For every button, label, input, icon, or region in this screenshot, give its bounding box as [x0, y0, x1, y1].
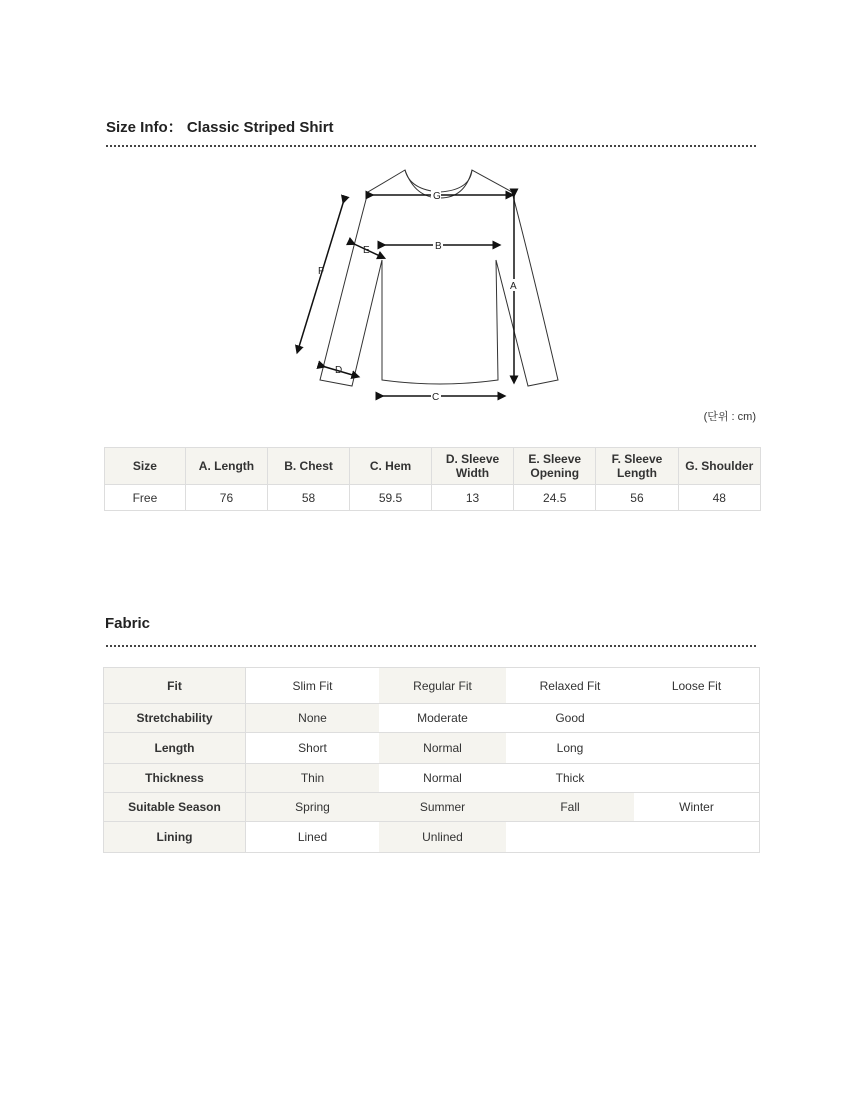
hem-cell: 59.5	[350, 485, 432, 511]
size-info-divider	[106, 145, 756, 147]
fit-option: Slim Fit	[246, 668, 380, 704]
fit-label: Fit	[104, 668, 246, 704]
fabric-row-thickness	[104, 764, 760, 793]
thickness-option: Normal	[379, 764, 506, 793]
lining-option: Lined	[246, 822, 380, 853]
sleeve-opening-header: E. Sleeve Opening	[514, 448, 596, 485]
label-F: F	[318, 266, 325, 277]
lining-option	[506, 822, 634, 853]
label-C: C	[432, 392, 440, 403]
label-G: G	[433, 191, 441, 202]
shoulder-cell: 48	[678, 485, 760, 511]
thickness-option: Thick	[506, 764, 634, 793]
sleeve-opening-cell: 24.5	[514, 485, 596, 511]
fabric-row-lining	[104, 822, 760, 853]
size-cell: Free	[105, 485, 186, 511]
fabric-row-fit	[104, 668, 760, 704]
fabric-row-season	[104, 793, 760, 822]
fit-option: Loose Fit	[634, 668, 760, 704]
thickness-option: Thin	[246, 764, 380, 793]
sleeve-length-cell: 56	[596, 485, 678, 511]
label-B: B	[435, 241, 442, 252]
lining-option: Unlined	[379, 822, 506, 853]
shirt-measurement-diagram	[290, 160, 580, 405]
table-row	[105, 485, 761, 511]
shoulder-header: G. Shoulder	[678, 448, 760, 485]
size-info-title: Size Info： Classic Striped Shirt	[106, 119, 334, 136]
label-A: A	[510, 281, 517, 292]
stretchability-option: Moderate	[379, 704, 506, 733]
lining-option	[634, 822, 760, 853]
length-option: Short	[246, 733, 380, 764]
size-table-header-row	[105, 448, 761, 485]
shirt-outline	[320, 170, 558, 386]
length-header: A. Length	[185, 448, 267, 485]
sleeve-width-header: D. Sleeve Width	[431, 448, 513, 485]
length-option: Long	[506, 733, 634, 764]
unit-label: (단위 : cm)	[703, 411, 756, 423]
sleeve-length-header: F. Sleeve Length	[596, 448, 678, 485]
stretchability-option	[634, 704, 760, 733]
size-header: Size	[105, 448, 186, 485]
fabric-divider	[106, 645, 756, 647]
fit-option: Relaxed Fit	[506, 668, 634, 704]
fabric-row-stretchability	[104, 704, 760, 733]
season-option: Summer	[379, 793, 506, 822]
thickness-option	[634, 764, 760, 793]
length-cell: 76	[185, 485, 267, 511]
season-option: Spring	[246, 793, 380, 822]
size-table	[104, 447, 761, 511]
stretchability-option: Good	[506, 704, 634, 733]
season-label: Suitable Season	[104, 793, 246, 822]
stretchability-label: Stretchability	[104, 704, 246, 733]
season-option: Winter	[634, 793, 760, 822]
lining-label: Lining	[104, 822, 246, 853]
fabric-title: Fabric	[105, 615, 151, 632]
hem-header: C. Hem	[350, 448, 432, 485]
season-option: Fall	[506, 793, 634, 822]
sleeve-width-cell: 13	[431, 485, 513, 511]
label-E: E	[363, 245, 370, 256]
fabric-row-length	[104, 733, 760, 764]
thickness-label: Thickness	[104, 764, 246, 793]
stretchability-option: None	[246, 704, 380, 733]
length-option	[634, 733, 760, 764]
chest-header: B. Chest	[268, 448, 350, 485]
length-option: Normal	[379, 733, 506, 764]
fit-option: Regular Fit	[379, 668, 506, 704]
fabric-table	[103, 667, 760, 853]
label-D: D	[335, 365, 343, 376]
length-label: Length	[104, 733, 246, 764]
chest-cell: 58	[268, 485, 350, 511]
